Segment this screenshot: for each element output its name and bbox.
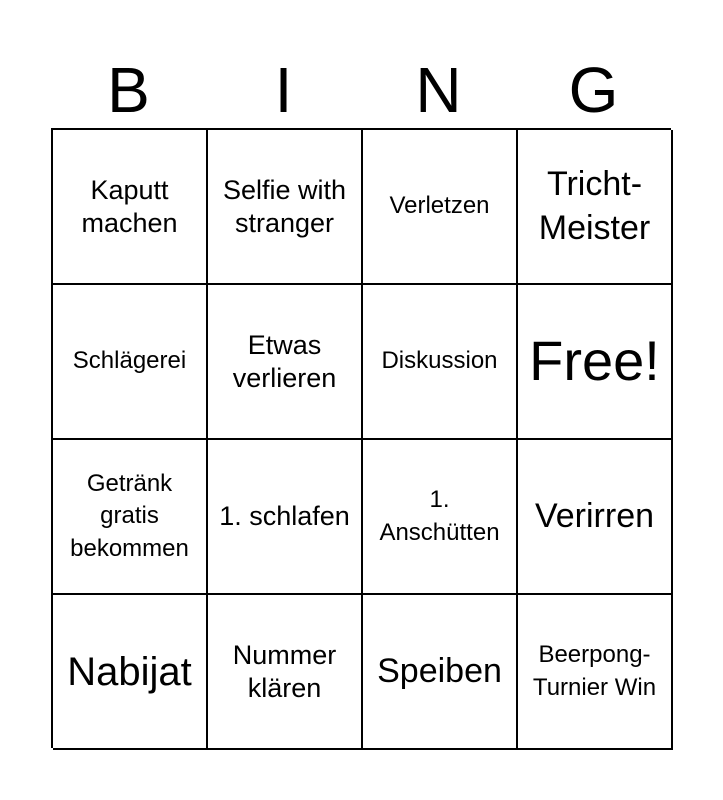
bingo-cell[interactable]: 1. schlafen [208,440,363,595]
bingo-cell[interactable]: Diskussion [363,285,518,440]
bingo-cell[interactable]: Etwas verlieren [208,285,363,440]
bingo-cell[interactable]: Verirren [518,440,673,595]
bingo-cell[interactable]: Schlägerei [53,285,208,440]
bingo-cell[interactable]: Verletzen [363,130,518,285]
bingo-cell[interactable]: 1. Anschütten [363,440,518,595]
bingo-cell[interactable]: Kaputt machen [53,130,208,285]
bingo-cell[interactable]: Nummer klären [208,595,363,750]
header-letter-g: G [568,54,619,126]
bingo-cell[interactable]: Nabijat [53,595,208,750]
bingo-cell[interactable]: Speiben [363,595,518,750]
header-letter-b: B [107,54,150,126]
bingo-cell[interactable]: Getränk gratis bekommen [53,440,208,595]
free-space-cell[interactable]: Free! [518,285,673,440]
bingo-cell[interactable]: Beerpong-Turnier Win [518,595,673,750]
bingo-header [51,52,671,128]
bingo-cell[interactable]: Selfie with stranger [208,130,363,285]
bingo-cell[interactable]: Tricht-Meister [518,130,673,285]
header-letter-i: I [274,54,293,126]
bingo-board [51,128,671,748]
header-letter-n: N [415,54,462,126]
